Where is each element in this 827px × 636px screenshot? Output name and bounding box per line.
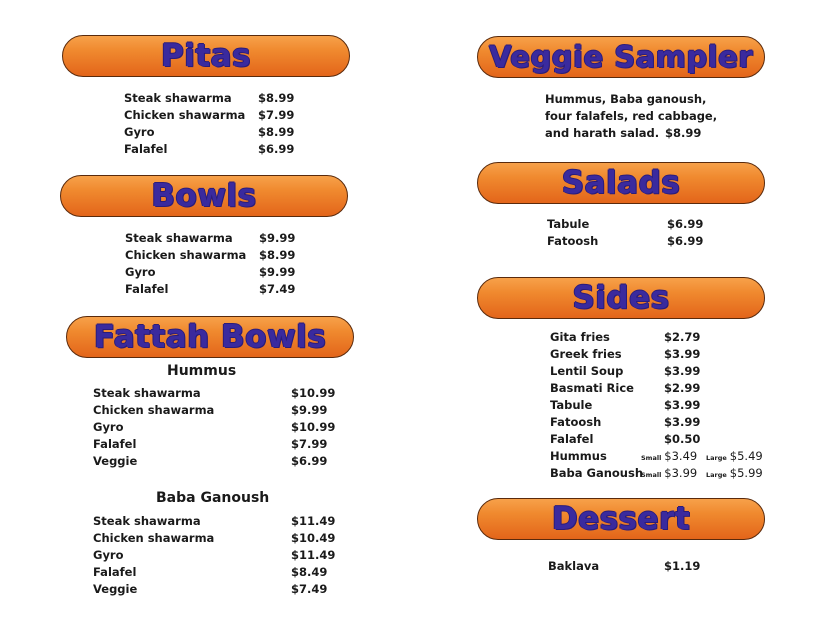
item-price: $3.99 bbox=[664, 364, 701, 378]
pitas-title: Pitas bbox=[160, 38, 252, 74]
item-price-small: Small $3.49 bbox=[641, 449, 698, 463]
list-item: Chicken shawarma bbox=[93, 403, 215, 417]
salads-banner bbox=[477, 162, 765, 204]
item-price: $10.99 bbox=[291, 386, 336, 400]
item-price: $6.99 bbox=[667, 234, 704, 248]
item-price: $3.99 bbox=[664, 347, 701, 361]
list-item: Steak shawarma bbox=[124, 91, 232, 105]
bowls-title: Bowls bbox=[151, 178, 257, 214]
list-item: Hummus bbox=[550, 449, 607, 463]
list-item: Gyro bbox=[93, 420, 124, 434]
list-item: Veggie bbox=[93, 454, 138, 468]
list-item: Tabule bbox=[547, 217, 590, 231]
pitas-banner bbox=[62, 35, 350, 77]
item-price: $10.99 bbox=[291, 420, 336, 434]
list-item: Steak shawarma bbox=[125, 231, 233, 245]
list-item: Baba Ganoush bbox=[550, 466, 644, 480]
item-price: $8.99 bbox=[258, 125, 295, 139]
list-item: Tabule bbox=[550, 398, 593, 412]
list-item: Fatoosh bbox=[547, 234, 599, 248]
sampler-description-line3: and harath salad. bbox=[545, 126, 660, 140]
item-price: $11.49 bbox=[291, 548, 336, 562]
dessert-title: Dessert bbox=[551, 501, 691, 537]
item-price: $2.99 bbox=[664, 381, 701, 395]
dessert-banner bbox=[477, 498, 765, 540]
list-item: Falafel bbox=[93, 437, 137, 451]
list-item: Gita fries bbox=[550, 330, 610, 344]
list-item: Falafel bbox=[125, 282, 169, 296]
item-price: $7.49 bbox=[291, 582, 328, 596]
list-item: Chicken shawarma bbox=[125, 248, 247, 262]
sampler-price: $8.99 bbox=[665, 126, 702, 140]
list-item: Falafel bbox=[93, 565, 137, 579]
sampler-description-line1: Hummus, Baba ganoush, bbox=[545, 92, 707, 106]
item-price: $9.99 bbox=[291, 403, 328, 417]
item-price: $6.99 bbox=[291, 454, 328, 468]
list-item: Baklava bbox=[548, 559, 600, 573]
list-item: Basmati Rice bbox=[550, 381, 634, 395]
list-item: Falafel bbox=[124, 142, 168, 156]
list-item: Greek fries bbox=[550, 347, 622, 361]
list-item: Gyro bbox=[125, 265, 156, 279]
item-price: $7.49 bbox=[259, 282, 296, 296]
list-item: Fatoosh bbox=[550, 415, 602, 429]
item-price: $1.19 bbox=[664, 559, 701, 573]
item-price: $0.50 bbox=[664, 432, 701, 446]
list-item: Steak shawarma bbox=[93, 514, 201, 528]
list-item: Chicken shawarma bbox=[124, 108, 246, 122]
item-price: $11.49 bbox=[291, 514, 336, 528]
item-price: $8.99 bbox=[258, 91, 295, 105]
item-price: $7.99 bbox=[291, 437, 328, 451]
sides-banner bbox=[477, 277, 765, 319]
fattah-bowls-title: Fattah Bowls bbox=[93, 319, 327, 355]
veggie-sampler-banner bbox=[477, 36, 765, 78]
fattah-bowls-banner bbox=[66, 316, 354, 358]
item-price: $9.99 bbox=[259, 231, 296, 245]
item-price: $9.99 bbox=[259, 265, 296, 279]
list-item: Veggie bbox=[93, 582, 138, 596]
list-item: Chicken shawarma bbox=[93, 531, 215, 545]
item-price: $2.79 bbox=[664, 330, 701, 344]
list-item: Gyro bbox=[124, 125, 155, 139]
list-item: Lentil Soup bbox=[550, 364, 624, 378]
item-price: $3.99 bbox=[664, 415, 701, 429]
sides-title: Sides bbox=[572, 280, 670, 316]
list-item: Falafel bbox=[550, 432, 594, 446]
veggie-sampler-title: Veggie Sampler bbox=[488, 40, 754, 74]
baba-ganoush-subheading: Baba Ganoush bbox=[156, 490, 270, 506]
item-price: $8.99 bbox=[259, 248, 296, 262]
item-price: $6.99 bbox=[258, 142, 295, 156]
item-price-large: Large $5.99 bbox=[706, 466, 763, 480]
item-price: $10.49 bbox=[291, 531, 336, 545]
list-item: Steak shawarma bbox=[93, 386, 201, 400]
item-price: $3.99 bbox=[664, 398, 701, 412]
list-item: Gyro bbox=[93, 548, 124, 562]
item-price: $7.99 bbox=[258, 108, 295, 122]
bowls-banner bbox=[60, 175, 348, 217]
sampler-description-line2: four falafels, red cabbage, bbox=[545, 109, 718, 123]
salads-title: Salads bbox=[561, 165, 681, 201]
item-price: $8.49 bbox=[291, 565, 328, 579]
hummus-subheading: Hummus bbox=[167, 363, 237, 379]
item-price: $6.99 bbox=[667, 217, 704, 231]
item-price-small: Small $3.99 bbox=[641, 466, 698, 480]
item-price-large: Large $5.49 bbox=[706, 449, 763, 463]
